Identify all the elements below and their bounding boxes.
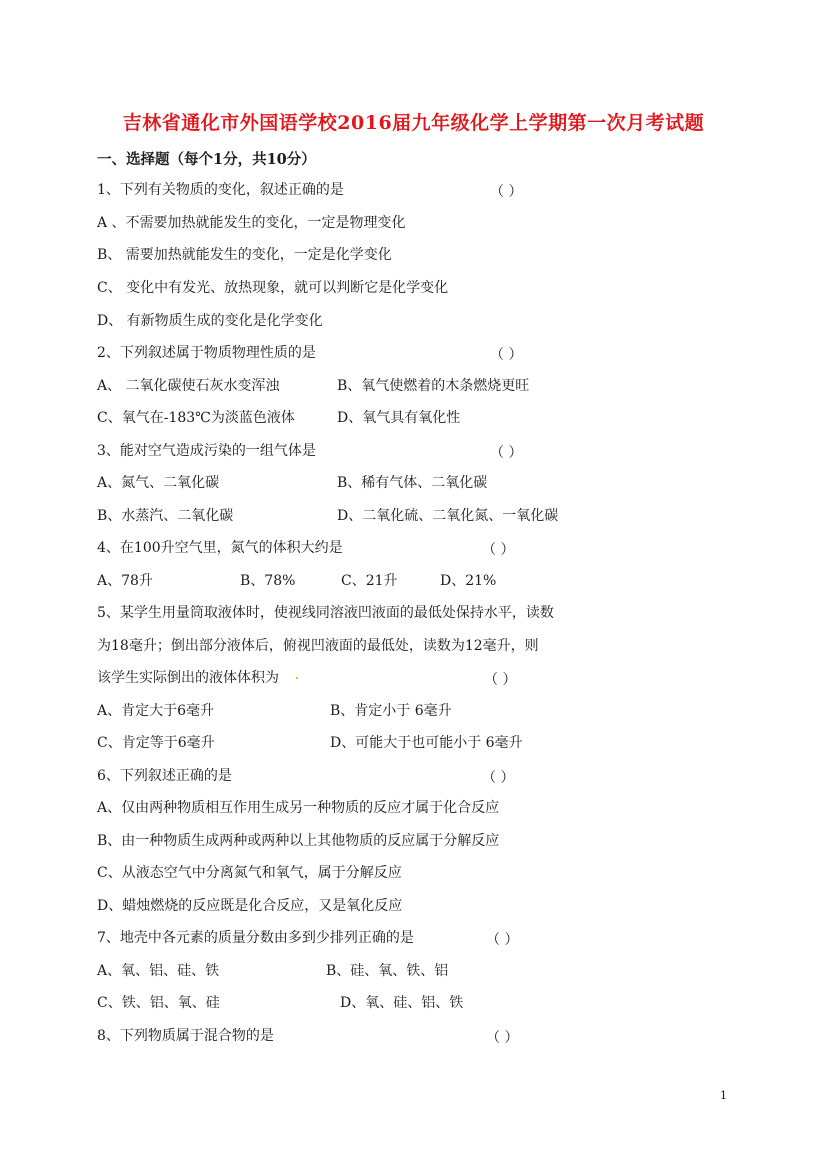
- question-3-option-b: B、稀有气体、二氧化碳: [337, 475, 488, 491]
- question-5-option-c: C、肯定等于6毫升: [97, 735, 215, 751]
- question-7-option-d: D、氧、硅、铝、铁: [340, 995, 464, 1011]
- question-1-option-a: A 、不需要加热就能发生的变化，一定是物理变化: [97, 215, 406, 231]
- document-title: 吉林省通化市外国语学校2016届九年级化学上学期第一次月考试题: [122, 112, 705, 134]
- question-5-stem-line-2: 为18毫升；倒出部分液体后，俯视凹液面的最低处，读数为12毫升，则: [97, 638, 539, 654]
- question-2-stem: 2、下列叙述属于物质物理性质的是: [97, 345, 316, 361]
- question-2-option-d: D、氧气具有氧化性: [337, 410, 461, 426]
- question-5-option-d: D、可能大于也可能小于 6毫升: [330, 735, 523, 751]
- question-1-option-c: C、 变化中有发光、放热现象，就可以判断它是化学变化: [97, 280, 449, 296]
- question-3-option-a: A、氮气、二氧化碳: [97, 475, 220, 491]
- question-4-option-b: B、78%: [240, 573, 296, 589]
- answer-blank-1: （ ）: [490, 184, 523, 200]
- question-7-option-b: B、硅、氧、铁、铝: [326, 963, 449, 979]
- section-heading: 一、选择题（每个1分，共10分）: [97, 151, 316, 168]
- question-7-option-c: C、铁、铝、氧、硅: [97, 995, 220, 1011]
- question-4-stem: 4、在100升空气里，氮气的体积大约是: [97, 540, 343, 556]
- question-4-option-d: D、21%: [440, 573, 497, 589]
- question-2-option-a: A、 二氧化碳使石灰水变浑浊: [97, 378, 280, 394]
- question-2-option-b: B、氧气使燃着的木条燃烧更旺: [337, 378, 530, 394]
- answer-blank-3: （ ）: [490, 445, 523, 461]
- answer-blank-5: （ ）: [484, 672, 517, 688]
- question-1-option-d: D、 有新物质生成的变化是化学变化: [97, 313, 323, 329]
- question-6-stem: 6、下列叙述正确的是: [97, 768, 232, 784]
- answer-blank-6: （ ）: [482, 770, 515, 786]
- question-3-option-c: B、水蒸汽、二氧化碳: [97, 508, 234, 524]
- question-7-option-a: A、氧、铝、硅、铁: [97, 963, 220, 979]
- stray-dot: [296, 677, 298, 679]
- question-5-stem-line-3: 该学生实际倒出的液体体积为: [97, 670, 279, 686]
- question-6-option-b: B、由一种物质生成两种或两种以上其他物质的反应属于分解反应: [97, 833, 500, 849]
- question-5-option-b: B、肯定小于 6毫升: [330, 703, 452, 719]
- answer-blank-7: （ ）: [486, 932, 519, 948]
- question-4-option-c: C、21升: [341, 573, 398, 589]
- question-6-option-a: A、仅由两种物质相互作用生成另一种物质的反应才属于化合反应: [97, 800, 500, 816]
- question-1-stem: 1、下列有关物质的变化，叙述正确的是: [97, 182, 344, 198]
- question-8-stem: 8、下列物质属于混合物的是: [97, 1028, 274, 1044]
- question-3-option-d: D、二氧化硫、二氧化氮、一氧化碳: [337, 508, 559, 524]
- answer-blank-8: （ ）: [486, 1030, 519, 1046]
- question-5-option-a: A、肯定大于6毫升: [97, 703, 215, 719]
- answer-blank-4: （ ）: [482, 542, 515, 558]
- question-1-option-b: B、 需要加热就能发生的变化，一定是化学变化: [97, 247, 392, 263]
- question-6-option-d: D、蜡烛燃烧的反应既是化合反应，又是氧化反应: [97, 898, 403, 914]
- question-3-stem: 3、能对空气造成污染的一组气体是: [97, 443, 316, 459]
- question-7-stem: 7、地壳中各元素的质量分数由多到少排列正确的是: [97, 930, 414, 946]
- question-5-stem-line-1: 5、某学生用量筒取液体时，使视线同溶液凹液面的最低处保持水平，读数: [97, 605, 554, 621]
- question-2-option-c: C、氧气在-183℃为淡蓝色液体: [97, 410, 295, 426]
- question-4-option-a: A、78升: [97, 573, 153, 589]
- question-6-option-c: C、从液态空气中分离氮气和氧气，属于分解反应: [97, 865, 402, 881]
- answer-blank-2: （ ）: [490, 347, 523, 363]
- page-number: 1: [720, 1089, 727, 1102]
